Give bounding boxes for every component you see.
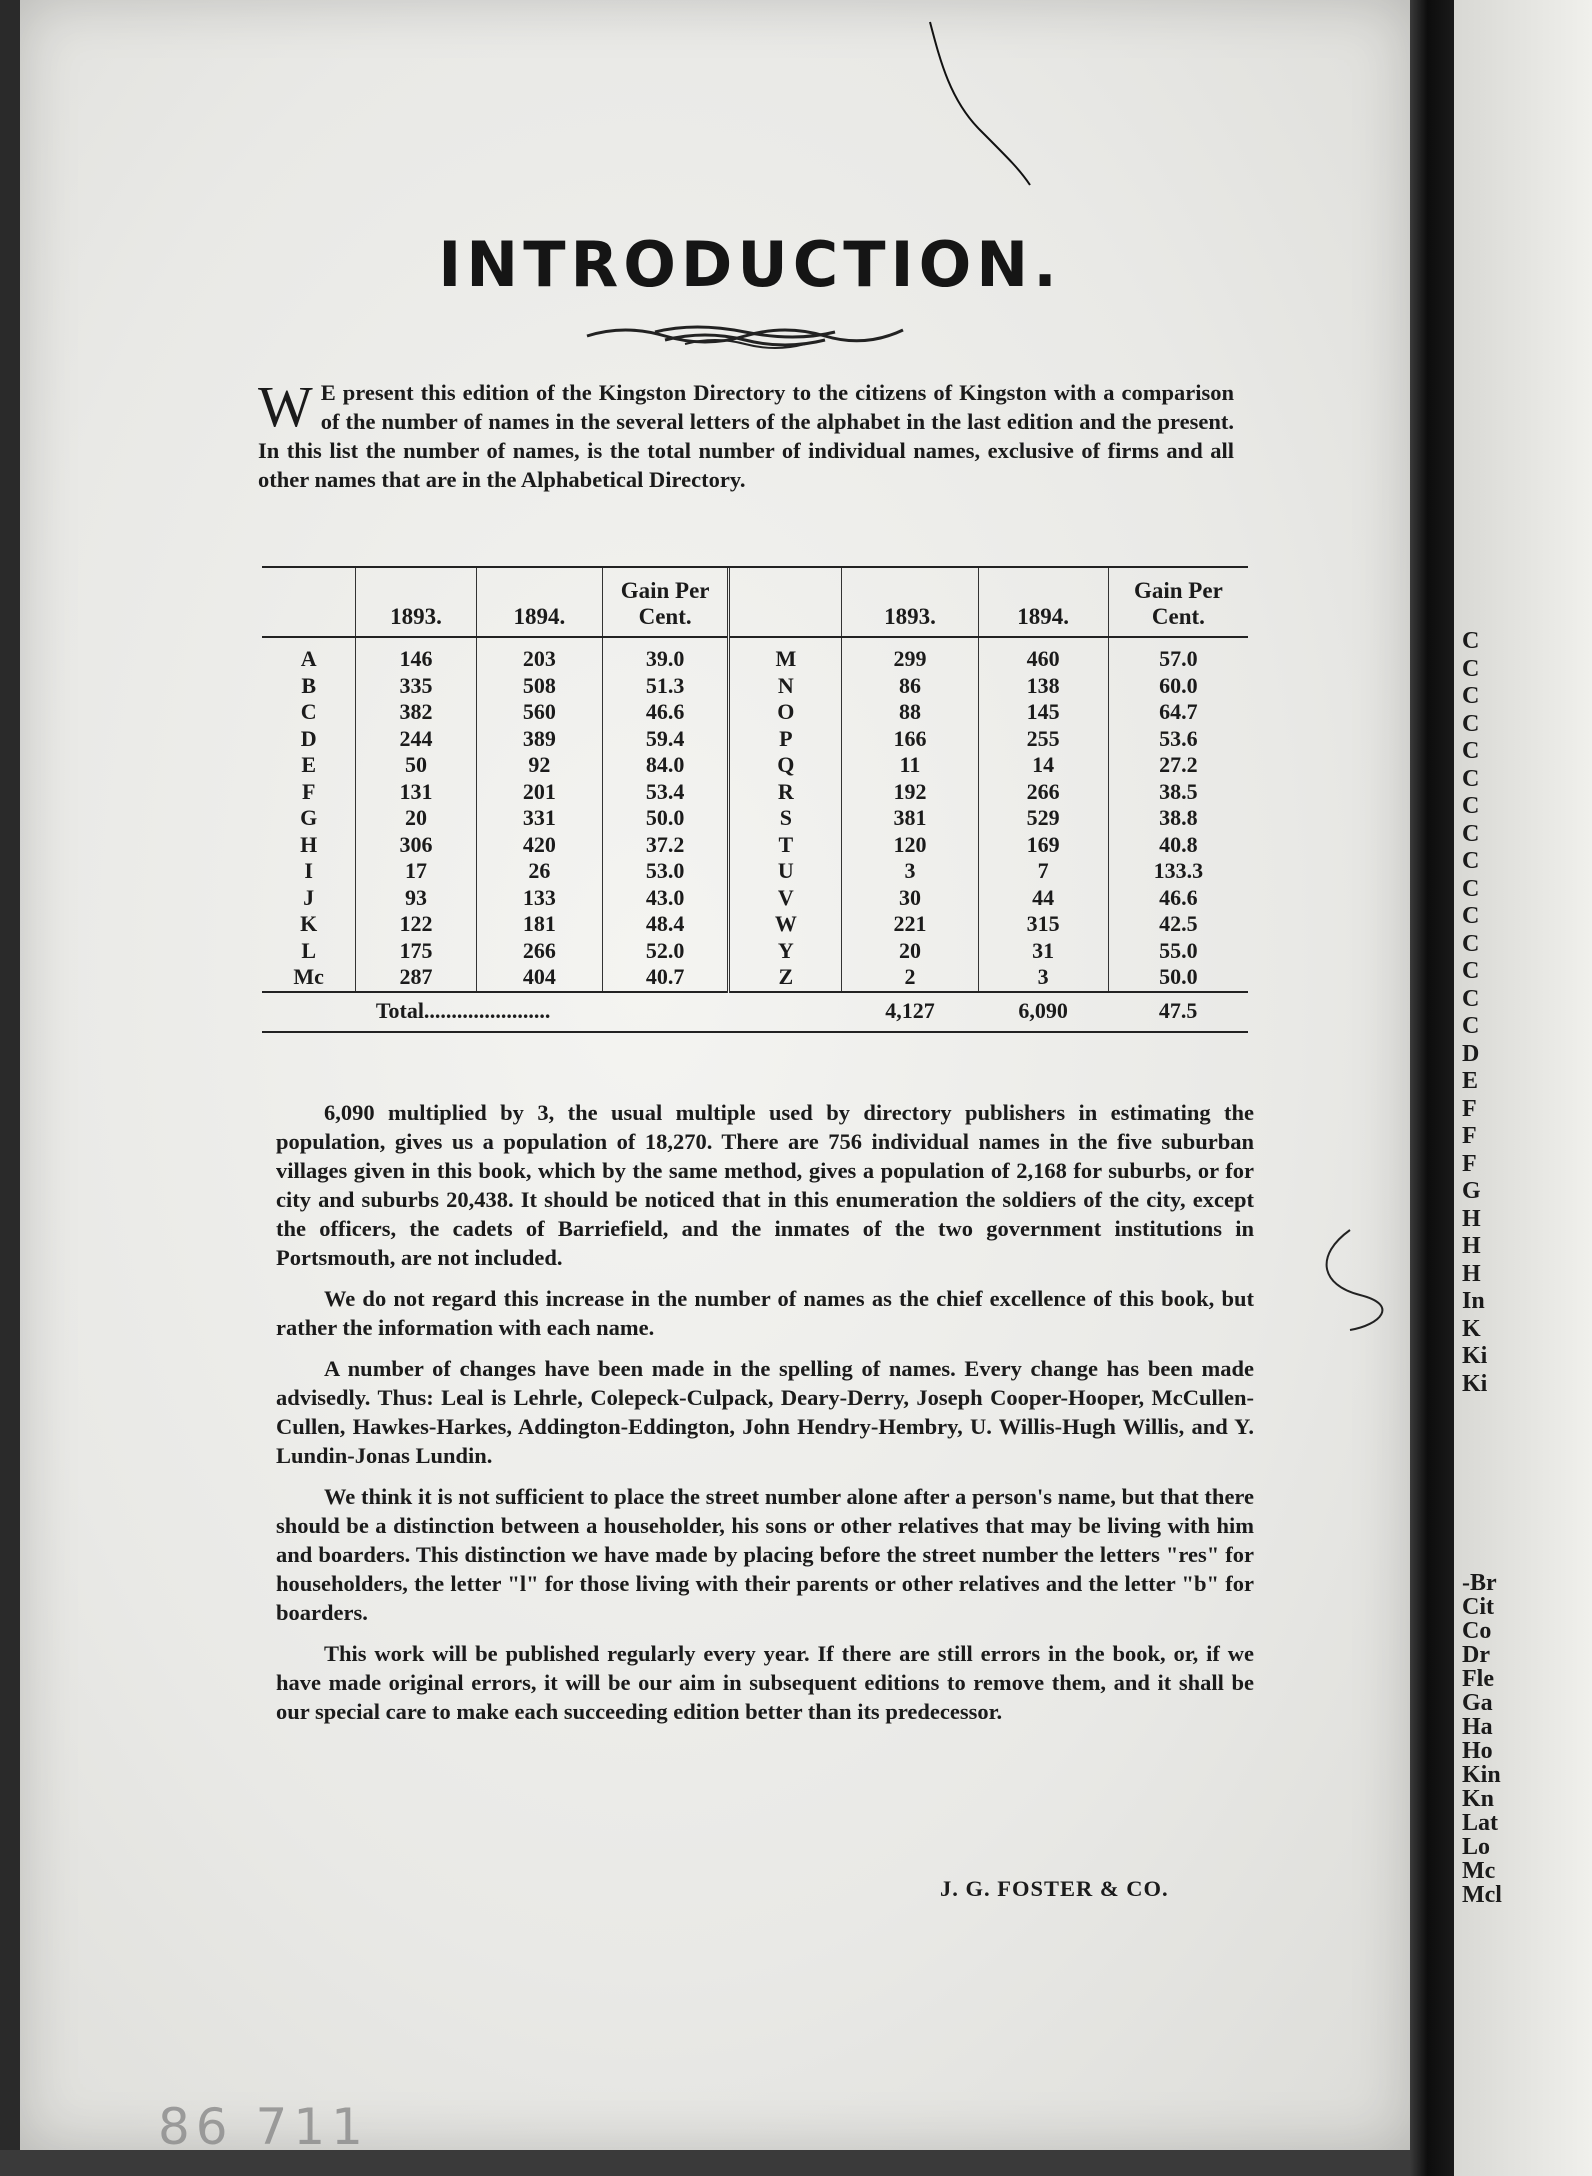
row-1894-2: 7 [978, 858, 1108, 885]
row-1893: 382 [356, 699, 476, 726]
row-gain-2: 64.7 [1108, 699, 1248, 726]
row-gain: 51.3 [602, 673, 728, 700]
row-gain-2: 60.0 [1108, 673, 1248, 700]
adjacent-page-fragment: C [1462, 903, 1480, 929]
adjacent-page-fragment: Lat [1462, 1810, 1498, 1836]
row-1893-2: 88 [842, 699, 978, 726]
adjacent-page-fragment: Dr [1462, 1642, 1490, 1668]
adjacent-page-fragment: C [1462, 875, 1480, 902]
row-gain-2: 57.0 [1108, 637, 1248, 673]
adjacent-page-fragment: H [1462, 1205, 1481, 1232]
row-gain-2: 42.5 [1108, 911, 1248, 938]
row-letter: C [300, 699, 317, 724]
drop-cap: W [258, 374, 313, 439]
names-comparison-table [262, 566, 1248, 1033]
row-letter: E [301, 752, 317, 777]
adjacent-page-fragment: Cit [1462, 1594, 1494, 1620]
row-letter: D [300, 725, 317, 751]
adjacent-page-fragment: C [1462, 985, 1480, 1012]
row-gain-2: 40.8 [1108, 832, 1248, 859]
row-letter: B [301, 672, 317, 698]
paragraph-increase: We do not regard this increase in the number of names as the chief excellence of this book, but rather the information with each name. [276, 1286, 1254, 1340]
row-1893-2: 299 [842, 637, 978, 673]
adjacent-page-fragment: C [1462, 765, 1480, 792]
adjacent-page-fragment: C [1462, 930, 1480, 957]
row-1894-2: 14 [978, 752, 1108, 779]
row-gain: 50.0 [602, 805, 728, 832]
header-1894-2: 1894. [978, 568, 1108, 637]
row-gain: 39.0 [602, 637, 728, 673]
table-body [262, 637, 1248, 992]
adjacent-page-fragment: F [1462, 1123, 1477, 1149]
row-gain: 52.0 [602, 938, 728, 965]
row-gain-2: 133.3 [1108, 858, 1248, 885]
row-1893: 131 [356, 779, 476, 806]
row-1894: 508 [476, 673, 602, 700]
row-1893-2: 381 [842, 805, 978, 832]
adjacent-page-fragment: Ki [1462, 1343, 1488, 1369]
row-letter: F [301, 778, 316, 804]
row-letter-2: V [729, 885, 842, 912]
row-1893: 287 [356, 964, 476, 992]
adjacent-page-fragment: F [1462, 1150, 1477, 1177]
row-1894-2: 44 [978, 885, 1108, 912]
row-letter: Mc [293, 964, 324, 989]
row-1894: 420 [476, 832, 602, 859]
adjacent-page-fragment: H [1462, 1260, 1481, 1287]
adjacent-page-fragment: Kin [1462, 1762, 1501, 1788]
row-gain: 46.6 [602, 699, 728, 726]
row-1894: 26 [476, 858, 602, 885]
adjacent-page-fragment: C [1462, 628, 1480, 654]
adjacent-page [1454, 0, 1592, 2176]
row-1894-2: 460 [978, 637, 1108, 673]
table-row [262, 858, 1248, 885]
row-gain-2: 53.6 [1108, 726, 1248, 753]
row-gain: 40.7 [602, 964, 728, 992]
row-1893: 50 [356, 752, 476, 779]
book-gutter [1410, 0, 1454, 2176]
table-row [262, 637, 1248, 673]
row-letter-2: W [729, 911, 842, 938]
row-letter-2: P [729, 726, 842, 753]
paragraph-publication: This work will be published regularly every year. If there are still errors in the book, or, if we have made original errors, it will be our aim in subsequent editions to remove them, and it shall be our special care to make each succeeding edition better than its predecessor. [276, 1641, 1254, 1724]
row-1893: 122 [356, 911, 476, 938]
header-gain-2: Gain Per Cent. [1108, 568, 1248, 637]
header-1893-2: 1893. [842, 568, 978, 637]
row-1894-2: 3 [978, 964, 1108, 992]
row-letter-2: T [729, 832, 842, 859]
table-row [262, 779, 1248, 806]
adjacent-page-fragment: C [1462, 793, 1480, 819]
title-ornament [585, 316, 905, 352]
row-1893: 175 [356, 938, 476, 965]
paragraph-spelling: A number of changes have been made in the spelling of names. Every change has been made advisedly. Thus: Leal is Lehrle, Colepeck-Culpack, Deary-Derry, Joseph Cooper-Hooper, McCullen-Cullen, Hawkes-Harkes, Addington-Eddington, John Hendry-Hembry, U. Willis-Hugh Willis, and Y. Lundin-Jonas Lundin. [276, 1356, 1254, 1468]
adjacent-page-fragment: C [1462, 1013, 1480, 1039]
row-letter: G [300, 805, 318, 830]
pen-mark-top [920, 20, 1040, 190]
total-1893: 4,127 [842, 992, 978, 1032]
paragraph-distinction: We think it is not sufficient to place the street number alone after a person's name, but that there should be a distinction between a householder, his sons or other relatives that may be living with him and boarders. This distinction we have made by placing before the street number the letters "res" for householders, the letter "l" for those living with their parents or other relatives and the letter "b" for boarders. [276, 1484, 1254, 1625]
row-1893-2: 221 [842, 911, 978, 938]
row-1893-2: 166 [842, 726, 978, 753]
row-1893-2: 11 [842, 752, 978, 779]
row-gain-2: 46.6 [1108, 885, 1248, 912]
row-1893-2: 30 [842, 885, 978, 912]
row-letter-2: O [729, 699, 842, 726]
adjacent-page-fragment: Ho [1462, 1738, 1493, 1764]
row-gain-2: 27.2 [1108, 752, 1248, 779]
row-1893-2: 120 [842, 832, 978, 859]
adjacent-page-fragment: F [1462, 1095, 1477, 1122]
adjacent-page-fragment: C [1462, 683, 1480, 709]
adjacent-page-fragment: C [1462, 710, 1480, 737]
row-1894-2: 315 [978, 911, 1108, 938]
adjacent-page-fragment: E [1462, 1068, 1479, 1094]
row-1894: 266 [476, 938, 602, 965]
row-letter: L [301, 937, 317, 963]
adjacent-page-fragment: Mcl [1462, 1882, 1502, 1908]
adjacent-page-fragment: C [1462, 655, 1480, 682]
row-1894: 201 [476, 779, 602, 806]
row-1893: 335 [356, 673, 476, 700]
row-letter-2: M [729, 637, 842, 673]
adjacent-page-fragment: Ga [1462, 1690, 1493, 1716]
row-1894: 203 [476, 637, 602, 673]
row-letter-2: S [729, 805, 842, 832]
row-letter: J [303, 884, 315, 910]
adjacent-page-fragment: In [1462, 1288, 1485, 1314]
row-1893: 20 [356, 805, 476, 832]
row-letter-2: Q [729, 752, 842, 779]
row-letter: A [300, 646, 317, 671]
row-gain: 84.0 [602, 752, 728, 779]
film-frame-number: 86 711 [158, 2098, 369, 2156]
adjacent-page-fragment: Kn [1462, 1786, 1495, 1812]
row-1893: 17 [356, 858, 476, 885]
total-gain: 47.5 [1108, 992, 1248, 1032]
row-gain: 37.2 [602, 832, 728, 859]
pen-mark-margin [1310, 1225, 1400, 1335]
adjacent-page-fragment: C [1462, 848, 1480, 874]
row-gain: 48.4 [602, 911, 728, 938]
row-1894-2: 145 [978, 699, 1108, 726]
table-total-row [262, 992, 1248, 1032]
row-gain-2: 55.0 [1108, 938, 1248, 965]
intro-paragraph [258, 374, 1234, 494]
intro-text: E present this edition of the Kingston Directory to the citizens of Kingston with a comparison of the number of names in the several letters of the alphabet in the last edition and the present. In this list the number of names, is the total number of individual names, exclusive of firms and all other names that are in the Alphabetical Directory. [258, 380, 1234, 492]
row-gain-2: 50.0 [1108, 964, 1248, 992]
row-1893-2: 2 [842, 964, 978, 992]
header-1894: 1894. [476, 568, 602, 637]
header-gain: Gain Per Cent. [602, 568, 728, 637]
row-gain: 53.4 [602, 779, 728, 806]
row-1893: 146 [356, 637, 476, 673]
table-row [262, 752, 1248, 779]
adjacent-page-fragment: Ki [1462, 1370, 1488, 1397]
row-letter: I [304, 858, 313, 883]
row-1893: 93 [356, 885, 476, 912]
row-1894: 331 [476, 805, 602, 832]
total-label: Total....................... [356, 992, 842, 1032]
row-letter-2: R [729, 779, 842, 806]
row-1894: 560 [476, 699, 602, 726]
publisher-signature: J. G. FOSTER & CO. [940, 1876, 1169, 1901]
table-row [262, 938, 1248, 965]
row-1893-2: 192 [842, 779, 978, 806]
adjacent-page-fragment: K [1462, 1315, 1481, 1342]
row-letter: H [300, 831, 318, 857]
row-1893-2: 20 [842, 938, 978, 965]
row-1894-2: 255 [978, 726, 1108, 753]
adjacent-page-fragment: C [1462, 958, 1480, 984]
adjacent-page-fragment: Lo [1462, 1834, 1491, 1860]
row-1893-2: 86 [842, 673, 978, 700]
header-1893: 1893. [356, 568, 476, 637]
row-gain: 53.0 [602, 858, 728, 885]
row-letter-2: N [729, 673, 842, 700]
paragraph-population: 6,090 multiplied by 3, the usual multiple used by directory publishers in estimating the population, gives us a population of 18,270. There are 756 individual names in the five suburban villages given in this book, which by the same method, gives a population of 2,168 for suburbs, or for city and suburbs 20,438. It should be noticed that in this enumeration the soldiers of the city, except the officers, the cadets of Barriefield, and the inmates of the two government institutions in Portsmouth, are not included. [276, 1100, 1254, 1270]
row-letter-2: U [729, 858, 842, 885]
row-1894-2: 31 [978, 938, 1108, 965]
row-1894: 92 [476, 752, 602, 779]
adjacent-page-fragment: Co [1462, 1618, 1492, 1644]
row-letter-2: Y [729, 938, 842, 965]
adjacent-page-fragment: Ha [1462, 1714, 1493, 1740]
row-gain-2: 38.8 [1108, 805, 1248, 832]
table-row [262, 885, 1248, 912]
table-row [262, 805, 1248, 832]
total-1894: 6,090 [978, 992, 1108, 1032]
page-title: INTRODUCTION. [438, 228, 1062, 301]
row-letter-2: Z [729, 964, 842, 992]
row-1894-2: 529 [978, 805, 1108, 832]
row-gain-2: 38.5 [1108, 779, 1248, 806]
row-1894: 389 [476, 726, 602, 753]
row-1894-2: 266 [978, 779, 1108, 806]
header-letter [262, 568, 356, 637]
row-letter: K [300, 911, 318, 936]
row-1893: 306 [356, 832, 476, 859]
body-text [276, 1098, 1254, 1738]
table-row [262, 911, 1248, 938]
table-row [262, 673, 1248, 700]
adjacent-page-fragment: Fle [1462, 1666, 1494, 1692]
table-row [262, 726, 1248, 753]
header-letter-2 [729, 568, 842, 637]
row-gain: 59.4 [602, 726, 728, 753]
row-1894: 404 [476, 964, 602, 992]
table-row [262, 832, 1248, 859]
row-1894-2: 138 [978, 673, 1108, 700]
row-1893-2: 3 [842, 858, 978, 885]
table-row [262, 964, 1248, 992]
row-1894-2: 169 [978, 832, 1108, 859]
row-1894: 133 [476, 885, 602, 912]
adjacent-page-fragment: D [1462, 1040, 1480, 1067]
row-gain: 43.0 [602, 885, 728, 912]
adjacent-page-fragment: G [1462, 1178, 1481, 1204]
adjacent-page-fragment: -Br [1462, 1570, 1497, 1596]
adjacent-page-fragment: C [1462, 738, 1480, 764]
row-1893: 244 [356, 726, 476, 753]
adjacent-page-fragment: C [1462, 820, 1480, 847]
adjacent-page-fragment: H [1462, 1233, 1481, 1259]
adjacent-page-fragment: Mc [1462, 1858, 1496, 1884]
table-row [262, 699, 1248, 726]
row-1894: 181 [476, 911, 602, 938]
table-header-row [262, 568, 1248, 637]
